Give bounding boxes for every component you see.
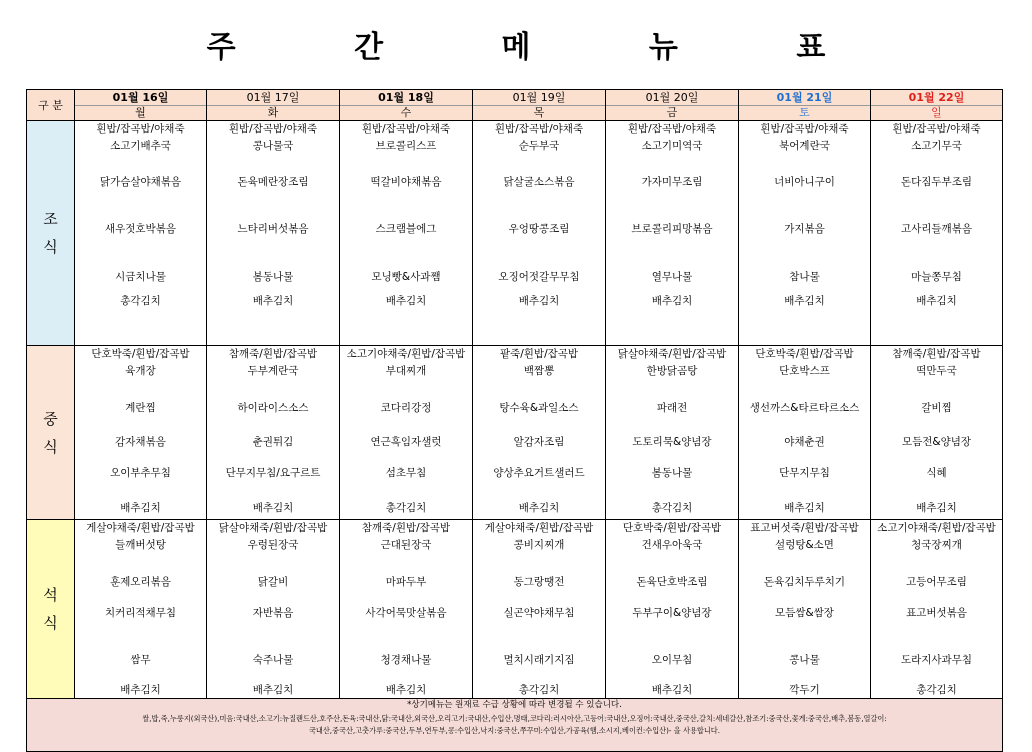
menu-item: 배추김치: [120, 502, 161, 514]
menu-item: 고사리들깨볶음: [900, 223, 972, 235]
menu-item: 순두부국: [518, 140, 560, 152]
notice-line: *상기메뉴는 원재료 수급 상황에 따라 변경될 수 있습니다.: [407, 700, 622, 710]
menu-item: 자반볶음: [252, 607, 294, 619]
menu-item: 배추김치: [252, 502, 294, 514]
menu-item: 오징어젓갈무무침: [498, 271, 580, 283]
menu-item: 소고기무국: [911, 140, 962, 152]
menu-item: 콩나물: [789, 654, 820, 666]
menu-item: 갈비찜: [921, 402, 952, 414]
menu-item: 섬초무침: [385, 467, 427, 479]
day-header: [739, 90, 871, 121]
menu-item: 청국장찌개: [911, 539, 962, 551]
day-name: 목: [533, 106, 545, 119]
menu-item: 단무지무침: [779, 467, 830, 479]
menu-item: 떡만두국: [916, 365, 957, 377]
menu-item: 쌈무: [130, 654, 151, 666]
menu-item: 열무나물: [651, 271, 693, 283]
menu-item: 건새우아욱국: [641, 539, 703, 551]
lunch-day-cell: [340, 346, 473, 520]
menu-item: 도토리묵&양념장: [632, 436, 712, 448]
menu-item: 배추김치: [651, 684, 693, 696]
menu-item: 흰밥/잡곡밥/야채죽: [228, 123, 318, 135]
menu-item: 게살야채죽/흰밥/잡곡밥: [86, 522, 195, 534]
menu-item: 돈다짐두부조림: [900, 176, 972, 188]
menu-item: 닭살굴소스볶음: [503, 176, 575, 188]
menu-item: 생선까스&타르타르소스: [749, 402, 860, 414]
menu-item: 흰밥/잡곡밥/야채죽: [494, 123, 584, 135]
menu-item: 식혜: [926, 467, 947, 479]
menu-item: 근대된장국: [380, 539, 432, 551]
menu-item: 콩비지찌개: [513, 539, 565, 551]
menu-item: 멸치시래기지짐: [503, 654, 575, 666]
day-date: 01월 16일: [75, 90, 206, 106]
menu-item: 훈제오리볶음: [110, 576, 171, 588]
menu-item: 돈육단호박조림: [636, 576, 708, 588]
menu-item: 배추김치: [916, 502, 957, 514]
lunch-day-cell: [207, 346, 340, 520]
menu-item: 브로콜리스프: [375, 140, 437, 152]
menu-item: 참깨죽/흰밥/잡곡밥: [228, 348, 318, 360]
menu-item: 총각김치: [120, 295, 161, 307]
lunch-label: 중 식: [27, 346, 75, 520]
menu-item: 연근흑임자샐럿: [370, 436, 442, 448]
weekly-menu-table: [26, 89, 1003, 752]
header-row: [27, 90, 1003, 121]
menu-item: 닭살야채죽/흰밥/잡곡밥: [218, 522, 328, 534]
menu-item: 우렁된장국: [247, 539, 299, 551]
menu-item: 단호박죽/흰밥/잡곡밥: [91, 348, 190, 360]
menu-item: 우엉땅콩조림: [508, 223, 570, 235]
menu-item: 배추김치: [518, 502, 560, 514]
lunch-day-cell: [473, 346, 606, 520]
origin-line: 쌀,밥,죽,누룽지(외국산),미음:국내산,소고기:뉴질랜드산,호주산,돈육:국내산,닭:국내산,외국산,오리고기:국내산,수입산,명태,코다리:러시아산,고등어:국내산,오징어:국내산,중국산,갈치:세네갈산,참조기:중국산,꽃게:중국산,배추,봄동,열갈이:: [142, 714, 887, 723]
menu-item: 춘권튀김: [252, 436, 294, 448]
menu-item: 배추김치: [784, 502, 825, 514]
menu-item: 부대찌개: [385, 365, 427, 377]
lunch-day-cell: [871, 346, 1003, 520]
menu-item: 배추김치: [120, 684, 161, 696]
menu-item: 고등어무조림: [906, 576, 967, 588]
breakfast-row: [27, 121, 1003, 346]
menu-item: 게살야채죽/흰밥/잡곡밥: [484, 522, 594, 534]
notice-cell: [27, 699, 1003, 752]
dinner-day-cell: [739, 520, 871, 699]
menu-item: 콩나물국: [252, 140, 294, 152]
breakfast-day-cell: [739, 121, 871, 346]
breakfast-label: 조 식: [27, 121, 75, 346]
menu-item: 마파두부: [385, 576, 427, 588]
menu-item: 배추김치: [252, 295, 294, 307]
menu-item: 흰밥/잡곡밥/야채죽: [760, 123, 849, 135]
lunch-day-cell: [739, 346, 871, 520]
menu-item: 실곤약야채무침: [503, 607, 575, 619]
gubun-header: 구 분: [27, 90, 75, 121]
day-header: [207, 90, 340, 121]
day-header: [473, 90, 606, 121]
menu-item: 배추김치: [518, 295, 560, 307]
dinner-day-cell: [207, 520, 340, 699]
dinner-label: 석 식: [27, 520, 75, 699]
notice-row: [27, 699, 1003, 752]
menu-item: 닭살야채죽/흰밥/잡곡밥: [617, 348, 727, 360]
menu-item: 하이라이스소스: [237, 402, 309, 414]
menu-item: 오이무침: [651, 654, 693, 666]
dinner-day-cell: [75, 520, 207, 699]
lunch-day-cell: [75, 346, 207, 520]
menu-item: 소고기야채죽/흰밥/잡곡밥: [877, 522, 996, 534]
menu-item: 탕수육&과일소스: [499, 402, 579, 414]
menu-item: 봄동나물: [252, 271, 294, 283]
menu-item: 흰밥/잡곡밥/야채죽: [361, 123, 451, 135]
lunch-day-cell: [606, 346, 739, 520]
menu-item: 오이부추무침: [110, 467, 171, 479]
breakfast-day-cell: [871, 121, 1003, 346]
day-name: 일: [931, 106, 942, 119]
breakfast-day-cell: [207, 121, 340, 346]
menu-item: 동그랑땡전: [513, 576, 565, 588]
menu-item: 단호박죽/흰밥/잡곡밥: [755, 348, 854, 360]
day-name: 토: [799, 106, 810, 119]
menu-item: 참깨죽/흰밥/잡곡밥: [361, 522, 451, 534]
menu-item: 모닝빵&사과쨈: [371, 271, 441, 283]
menu-item: 너비아니구이: [774, 176, 835, 188]
menu-item: 모듬전&양념장: [901, 436, 972, 448]
menu-item: 파래전: [656, 402, 688, 414]
menu-item: 배추김치: [651, 295, 693, 307]
dinner-row: [27, 520, 1003, 699]
menu-item: 숙주나물: [252, 654, 294, 666]
breakfast-day-cell: [606, 121, 739, 346]
menu-item: 배추김치: [916, 295, 957, 307]
day-name: 금: [666, 106, 678, 119]
menu-item: 새우젓호박볶음: [104, 223, 176, 235]
menu-item: 모듬쌈&쌈장: [775, 607, 834, 619]
menu-item: 돈육메란장조림: [237, 176, 309, 188]
menu-item: 들깨버섯탕: [115, 539, 166, 551]
day-name: 수: [400, 106, 412, 119]
menu-item: 소고기미역국: [641, 140, 703, 152]
menu-item: 두부계란국: [247, 365, 299, 377]
menu-item: 총각김치: [651, 502, 693, 514]
menu-item: 가지볶음: [784, 223, 825, 235]
menu-item: 닭가슴살야채볶음: [99, 176, 182, 188]
menu-item: 야채춘권: [784, 436, 825, 448]
day-name: 월: [135, 106, 146, 119]
menu-item: 설렁탕&소면: [775, 539, 834, 551]
menu-item: 느타리버섯볶음: [237, 223, 309, 235]
day-date: 01월 18일: [340, 90, 472, 106]
menu-item: 시금치나물: [115, 271, 166, 283]
day-date: 01월 21일: [739, 90, 870, 106]
menu-item: 총각김치: [916, 684, 957, 696]
menu-item: 닭갈비: [257, 576, 289, 588]
menu-item: 흰밥/잡곡밥/야채죽: [96, 123, 185, 135]
day-date: 01월 20일: [606, 90, 738, 106]
menu-item: 양상추요거트샐러드: [493, 467, 585, 479]
menu-item: 단무지무침/요구르트: [225, 467, 321, 479]
menu-item: 흰밥/잡곡밥/야채죽: [892, 123, 981, 135]
menu-item: 참깨죽/흰밥/잡곡밥: [892, 348, 981, 360]
dinner-day-cell: [473, 520, 606, 699]
breakfast-day-cell: [340, 121, 473, 346]
menu-item: 단호박스프: [779, 365, 830, 377]
menu-item: 봄동나물: [651, 467, 693, 479]
page-title: 주 간 메 뉴 표: [206, 30, 880, 65]
menu-item: 감자채볶음: [115, 436, 166, 448]
menu-item: 스크램블에그: [375, 223, 437, 235]
menu-item: 도라지사과무침: [900, 654, 972, 666]
day-header: [75, 90, 207, 121]
menu-item: 흰밥/잡곡밥/야채죽: [627, 123, 717, 135]
menu-item: 한방닭곰탕: [646, 365, 698, 377]
dinner-day-cell: [340, 520, 473, 699]
menu-item: 깍두기: [789, 684, 820, 696]
menu-item: 총각김치: [518, 684, 560, 696]
menu-item: 두부구이&양념장: [632, 607, 712, 619]
breakfast-day-cell: [75, 121, 207, 346]
menu-item: 표고버섯죽/흰밥/잡곡밥: [750, 522, 859, 534]
menu-item: 코다리강정: [380, 402, 432, 414]
menu-item: 총각김치: [385, 502, 427, 514]
menu-item: 알감자조림: [513, 436, 565, 448]
breakfast-day-cell: [473, 121, 606, 346]
menu-item: 마늘쫑무침: [911, 271, 962, 283]
menu-item: 배추김치: [385, 684, 427, 696]
day-date: 01월 22일: [871, 90, 1002, 106]
menu-item: 육개장: [125, 365, 156, 377]
dinner-day-cell: [871, 520, 1003, 699]
day-header: [606, 90, 739, 121]
menu-item: 소고기야채죽/흰밥/잡곡밥: [346, 348, 466, 360]
menu-item: 사각어묵맛살볶음: [365, 607, 447, 619]
menu-item: 참나물: [789, 271, 820, 283]
menu-item: 브로콜리피망볶음: [631, 223, 713, 235]
menu-item: 치커리적채무침: [104, 607, 176, 619]
menu-item: 돈육김치두루치기: [763, 576, 846, 588]
menu-item: 떡갈비야채볶음: [370, 176, 442, 188]
day-date: 01월 17일: [207, 90, 339, 106]
day-header: [340, 90, 473, 121]
menu-item: 배추김치: [784, 295, 825, 307]
menu-item: 배추김치: [252, 684, 294, 696]
menu-item: 백짬뽕: [523, 365, 555, 377]
menu-item: 계란찜: [125, 402, 156, 414]
menu-item: 팥죽/흰밥/잡곡밥: [499, 348, 579, 360]
menu-item: 소고기배추국: [110, 140, 171, 152]
dinner-day-cell: [606, 520, 739, 699]
lunch-row: [27, 346, 1003, 520]
day-header: [871, 90, 1003, 121]
menu-item: 표고버섯볶음: [906, 607, 967, 619]
menu-item: 가자미무조림: [641, 176, 703, 188]
origin-line: 국내산,중국산,고춧가루:중국산,두부,연두부,콩:수입산,낙지:중국산,쭈꾸미:수입산,가공육(햄,소시지,베이컨:수입산)- 을 사용합니다.: [308, 726, 721, 735]
day-name: 화: [267, 106, 279, 119]
menu-item: 청경채나물: [380, 654, 432, 666]
menu-item: 북어계란국: [779, 140, 830, 152]
menu-item: 단호박죽/흰밥/잡곡밥: [622, 522, 722, 534]
menu-item: 배추김치: [385, 295, 427, 307]
day-date: 01월 19일: [473, 90, 605, 106]
